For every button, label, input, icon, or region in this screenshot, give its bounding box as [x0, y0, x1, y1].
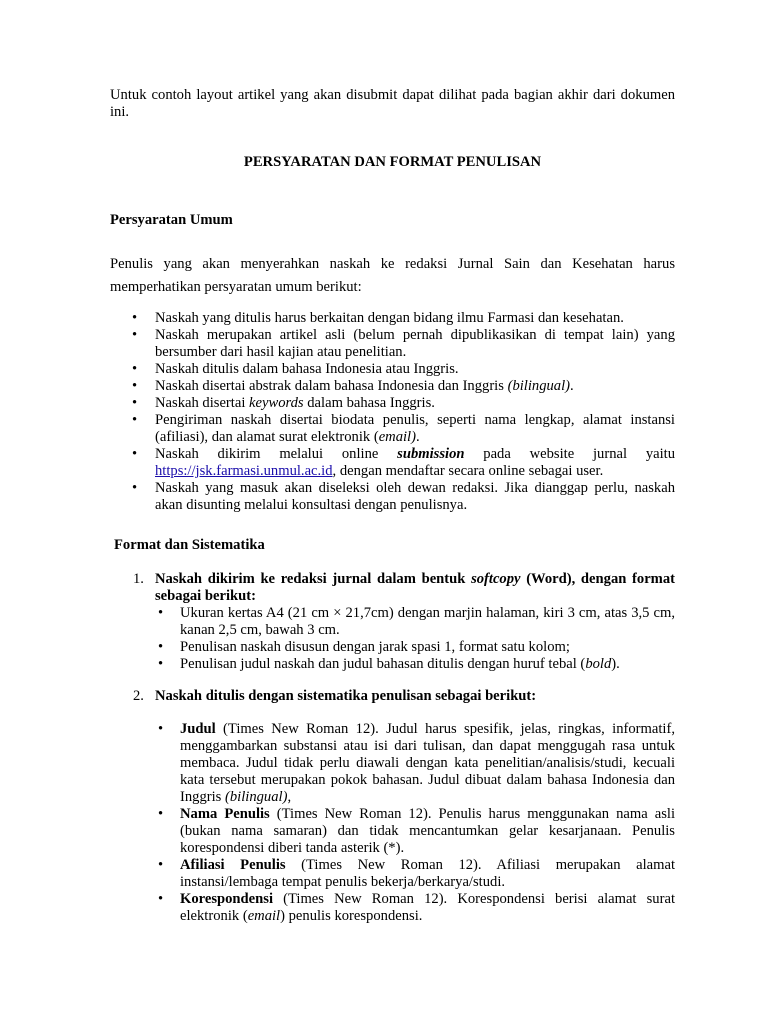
- journal-website-link[interactable]: https://jsk.farmasi.unmul.ac.id: [155, 463, 333, 479]
- heading-persyaratan-umum: Persyaratan Umum: [110, 212, 233, 228]
- list-item: • Naskah yang masuk akan diseleksi oleh dewan redaksi. Jika dianggap perlu, naskah akan disunting melalui konsultasi dengan penulisnya.: [110, 480, 675, 514]
- umum-paragraph: Penulis yang akan menyerahkan naskah ke redaksi Jurnal Sain dan Kesehatan harus memperhatikan persyaratan umum berikut:: [110, 256, 675, 295]
- list-item: • Korespondensi (Times New Roman 12). Korespondensi berisi alamat surat elektronik (email) penulis korespondensi.: [155, 891, 675, 925]
- list-item: • Ukuran kertas A4 (21 cm × 21,7cm) dengan marjin halaman, kiri 3 cm, atas 3,5 cm, kanan 2,5 cm, bawah 3 cm.: [155, 605, 675, 639]
- list-item: • Nama Penulis (Times New Roman 12). Penulis harus menggunakan nama asli (bukan nama samaran) dan tidak mencantumkan gelar kesarjanaan. Penulis korespondensi diberi tanda asterik (*).: [155, 806, 675, 857]
- section-title: PERSYARATAN DAN FORMAT PENULISAN: [243, 154, 542, 170]
- list-item: • Naskah dikirim melalui online submission pada website jurnal yaitu https://jsk.farmasi.unmul.ac.id, dengan mendaftar secara online sebagai user.: [110, 446, 675, 480]
- list-item: • Naskah disertai abstrak dalam bahasa Indonesia dan Inggris (bilingual).: [110, 378, 675, 395]
- list-item: • Afiliasi Penulis (Times New Roman 12). Afiliasi merupakan alamat instansi/lembaga tempat penulis bekerja/berkarya/studi.: [155, 857, 675, 891]
- list-number: 2.: [133, 688, 144, 704]
- format-item-1: [155, 571, 675, 673]
- format-item-1-text: Naskah dikirim ke redaksi jurnal dalam bentuk softcopy (Word), dengan format sebagai berikut:: [155, 571, 675, 604]
- list-item: • Naskah ditulis dalam bahasa Indonesia atau Inggris.: [110, 361, 675, 378]
- list-number: 1.: [133, 571, 144, 587]
- list-item: • Penulisan naskah disusun dengan jarak spasi 1, format satu kolom;: [155, 639, 675, 656]
- format-item-2-text: Naskah ditulis dengan sistematika penulisan sebagai berikut:: [155, 688, 537, 704]
- intro-paragraph: Untuk contoh layout artikel yang akan disubmit dapat dilihat pada bagian akhir dari dokumen ini.: [110, 87, 675, 120]
- list-item: • Penulisan judul naskah dan judul bahasan ditulis dengan huruf tebal (bold).: [155, 656, 675, 673]
- list-item: • Naskah merupakan artikel asli (belum pernah dipublikasikan di tempat lain) yang bersumber dari hasil kajian atau penelitian.: [110, 327, 675, 361]
- list-item: • Judul (Times New Roman 12). Judul harus spesifik, jelas, ringkas, informatif, menggambarkan substansi atau isi dari tulisan, dan dapat menggugah rasa untuk membaca. Judul tidak perlu diawali dengan kata penelitian/analisis/studi, kecuali kata tersebut merupakan pokok bahasan. Judul dibuat dalam bahasa Indonesia dan Inggris (bilingual),: [155, 721, 675, 806]
- list-item: • Pengiriman naskah disertai biodata penulis, seperti nama lengkap, alamat instansi (afiliasi), dan alamat surat elektronik (email).: [110, 412, 675, 446]
- format-item-2-list: [155, 721, 675, 925]
- umum-list: [110, 310, 675, 514]
- heading-format-sistematika: Format dan Sistematika: [114, 537, 265, 553]
- list-item: • Naskah yang ditulis harus berkaitan dengan bidang ilmu Farmasi dan kesehatan.: [110, 310, 675, 327]
- format-item-1-list: [155, 605, 675, 673]
- list-item: • Naskah disertai keywords dalam bahasa Inggris.: [110, 395, 675, 412]
